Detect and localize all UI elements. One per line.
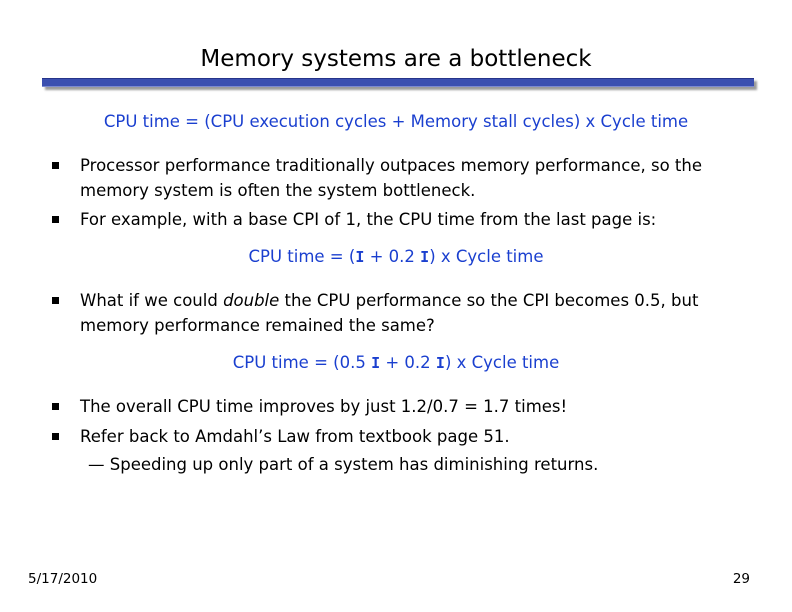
bullet-square-icon (52, 216, 59, 223)
bullet-text-2: For example, with a base CPI of 1, the CPU time from the last page is: (80, 210, 657, 229)
formula-cpu-time-doubled (0, 353, 792, 372)
formula-variable: I (420, 248, 430, 266)
formula-part: CPU time = ( (248, 247, 356, 266)
emphasis-double: double (223, 291, 280, 310)
formula-variable: I (371, 354, 381, 372)
bullet-square-icon (52, 433, 59, 440)
formula-part: + 0.2 (364, 247, 421, 266)
title-underline (42, 78, 754, 87)
bullet-text-3 (80, 288, 740, 338)
bullet-square-icon (52, 162, 59, 169)
bullet-text-1: Processor performance traditionally outpaces memory performance, so the memory system is often the system bottleneck. (80, 156, 702, 200)
formula-cpu-time-general: CPU time = (CPU execution cycles + Memory stall cycles) x Cycle time (103, 112, 689, 131)
formula-variable: I (435, 354, 445, 372)
formula-variable: I (355, 248, 365, 266)
formula-part: ) x Cycle time (444, 353, 560, 372)
formula-part: CPU time = (0.5 (232, 353, 372, 372)
bullet-text-5: Refer back to Amdahl’s Law from textbook page 51. (80, 427, 510, 446)
page-number: 29 (732, 571, 750, 587)
formula-part: ) x Cycle time (429, 247, 544, 266)
formula-cpu-time-base (0, 247, 792, 266)
bullet-square-icon (52, 403, 59, 410)
slide-title: Memory systems are a bottleneck (200, 46, 592, 72)
footer-date: 5/17/2010 (28, 571, 98, 587)
formula-part: + 0.2 (380, 353, 436, 372)
bullet-text-part: What if we could (80, 291, 224, 310)
bullet-text-part: the CPU performance so the CPI becomes 0.5, but memory performance remained the same? (80, 291, 699, 335)
sub-bullet-1: — Speeding up only part of a system has diminishing returns. (88, 455, 599, 474)
bullet-text-4: The overall CPU time improves by just 1.2/0.7 = 1.7 times! (80, 397, 568, 416)
bullet-square-icon (52, 297, 59, 304)
